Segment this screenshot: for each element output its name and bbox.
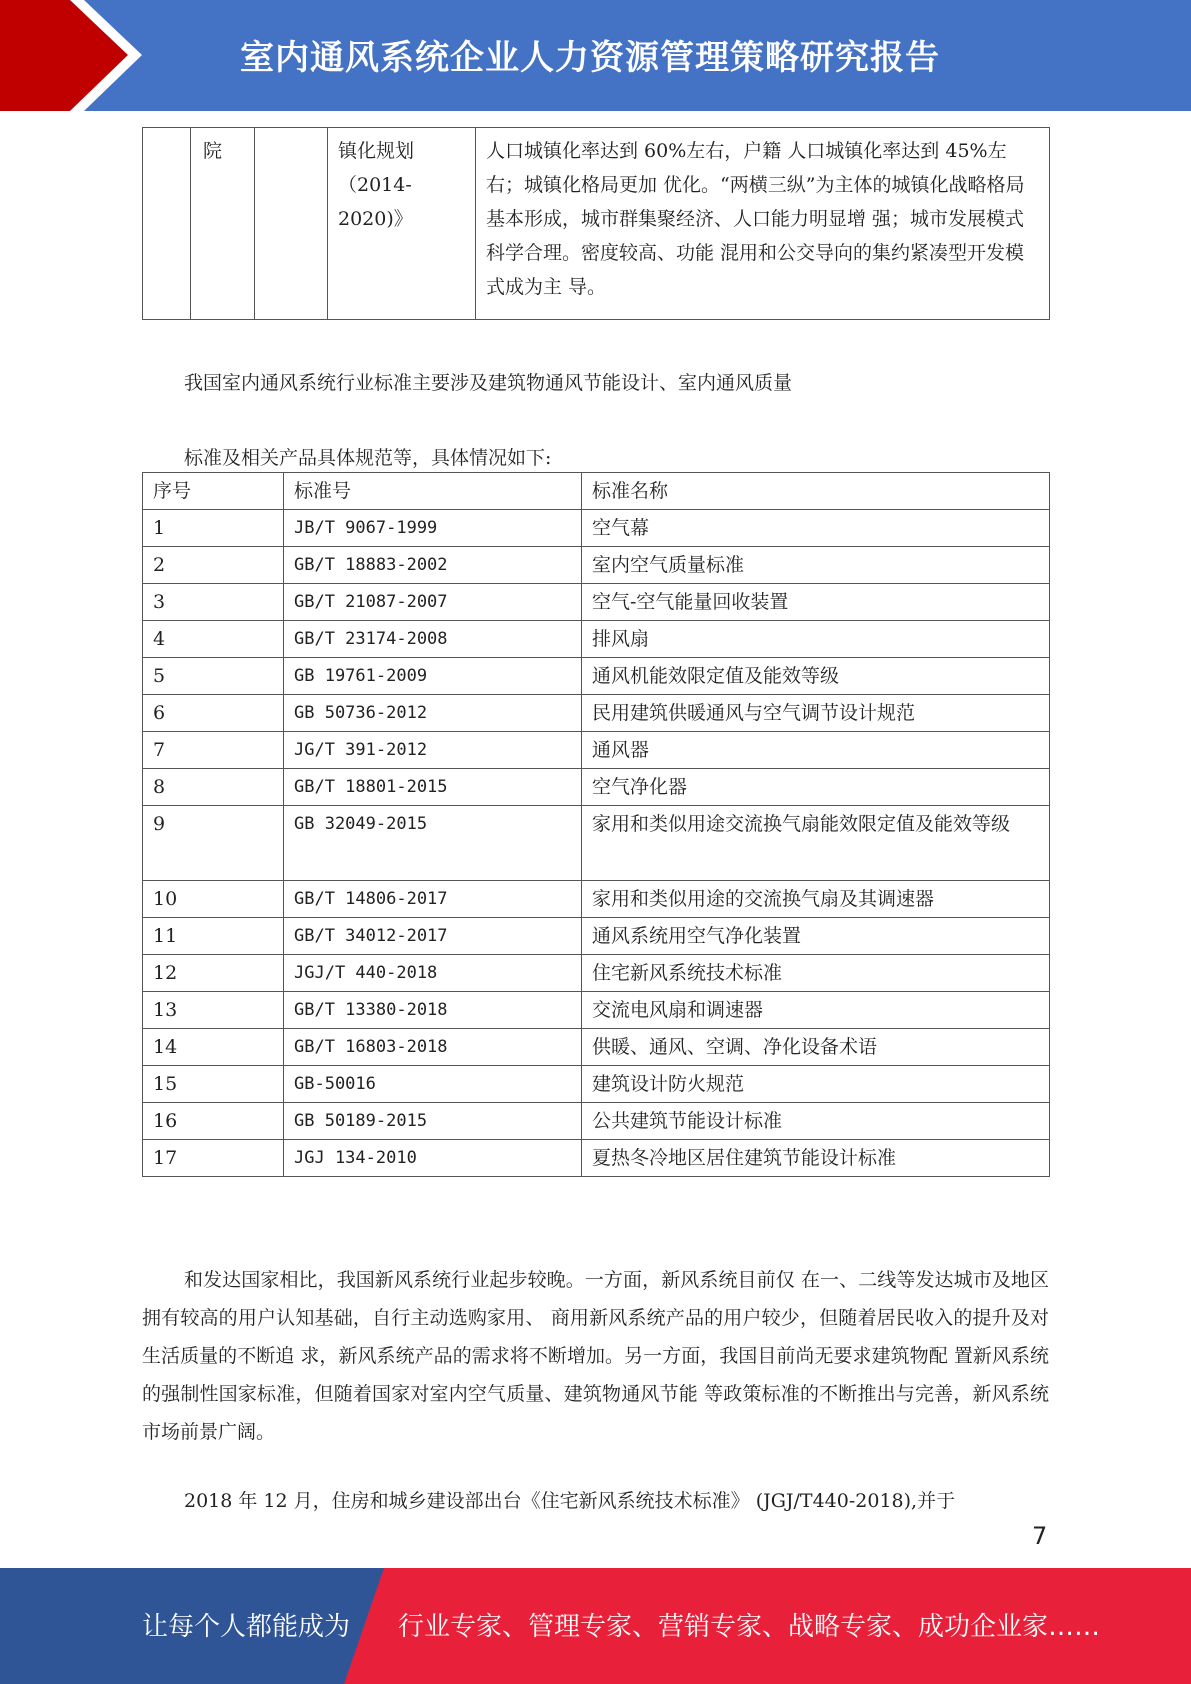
standard-code: GB/T 18801-2015	[284, 769, 582, 806]
row-index: 16	[143, 1103, 284, 1140]
table-row	[143, 1066, 1050, 1103]
row-index: 15	[143, 1066, 284, 1103]
page-number: 7	[1032, 1522, 1048, 1550]
intro-paragraph: 我国室内通风系统行业标准主要涉及建筑物通风节能设计、室内通风质量	[184, 372, 793, 394]
row-index: 9	[143, 806, 284, 881]
policy-cell-issuer: 院	[191, 128, 255, 320]
policy-cell-content: 人口城镇化率达到 60%左右，户籍 人口城镇化率达到 45%左右；城镇化格局更加 优化。“两横三纵”为主体的城镇化战略格局 基本形成，城市群集聚经济、人口能力明显增 强；城市发展模式科学合理。密度较高、功能 混用和公交导向的集约紧凑型开发模式成为主 导。	[476, 128, 1050, 320]
table-row	[143, 658, 1050, 695]
standard-name: 空气净化器	[582, 769, 1050, 806]
standard-code: GB 32049-2015	[284, 806, 582, 881]
header-arrow-graphic	[0, 0, 160, 111]
policy-cell-date	[255, 128, 328, 320]
standard-name: 通风机能效限定值及能效等级	[582, 658, 1050, 695]
row-index: 10	[143, 881, 284, 918]
standard-code: GB/T 18883-2002	[284, 547, 582, 584]
row-index: 17	[143, 1140, 284, 1177]
standard-name: 空气幕	[582, 510, 1050, 547]
standard-name: 空气-空气能量回收装置	[582, 584, 1050, 621]
table-row	[143, 1103, 1050, 1140]
standard-code: GB-50016	[284, 1066, 582, 1103]
standard-code: GB 50736-2012	[284, 695, 582, 732]
footer-slogan-right: 行业专家、管理专家、营销专家、战略专家、成功企业家……	[398, 1612, 1101, 1642]
row-index: 8	[143, 769, 284, 806]
table-row	[143, 510, 1050, 547]
table-row	[143, 955, 1050, 992]
standard-name: 建筑设计防火规范	[582, 1066, 1050, 1103]
table-row	[143, 806, 1050, 881]
table-row	[143, 547, 1050, 584]
policy-table-continuation	[142, 127, 1050, 320]
standard-name: 供暖、通风、空调、净化设备术语	[582, 1029, 1050, 1066]
standard-name: 夏热冬冷地区居住建筑节能设计标准	[582, 1140, 1050, 1177]
row-index: 3	[143, 584, 284, 621]
footer-slogan-left: 让每个人都能成为	[142, 1612, 351, 1642]
header-index: 序号	[143, 473, 284, 510]
row-index: 2	[143, 547, 284, 584]
table-row	[143, 1140, 1050, 1177]
table-row	[143, 695, 1050, 732]
standards-table	[142, 472, 1050, 1177]
row-index: 5	[143, 658, 284, 695]
standard-name: 住宅新风系统技术标准	[582, 955, 1050, 992]
standard-name: 民用建筑供暖通风与空气调节设计规范	[582, 695, 1050, 732]
standard-code: GB/T 16803-2018	[284, 1029, 582, 1066]
table-row	[143, 1029, 1050, 1066]
body-paragraph-last: 2018 年 12 月，住房和城乡建设部出台《住宅新风系统技术标准》 (JGJ/T440-2018),并于	[184, 1490, 956, 1512]
standard-name: 公共建筑节能设计标准	[582, 1103, 1050, 1140]
policy-name-line: 镇化规划	[338, 140, 415, 162]
standard-code: GB 19761-2009	[284, 658, 582, 695]
policy-cell-index	[143, 128, 191, 320]
standard-name: 通风器	[582, 732, 1050, 769]
table-row	[143, 769, 1050, 806]
table-row	[143, 918, 1050, 955]
standard-name: 室内空气质量标准	[582, 547, 1050, 584]
body-paragraph: 和发达国家相比，我国新风系统行业起步较晚。一方面，新风系统目前仅 在一、二线等发达城市及地区拥有较高的用户认知基础，自行主动选购家用、 商用新风系统产品的用户较少，但随着居民收入的提升及对生活质量的不断追 求，新风系统产品的需求将不断增加。另一方面，我国目前尚无要求建筑物配 置新风系统的强制性国家标准，但随着国家对室内空气质量、建筑物通风节能 等政策标准的不断推出与完善，新风系统市场前景广阔。	[142, 1269, 1049, 1443]
row-index: 1	[143, 510, 284, 547]
standard-name: 家用和类似用途交流换气扇能效限定值及能效等级	[582, 806, 1050, 881]
policy-cell-name	[328, 128, 476, 320]
standard-code: GB/T 13380-2018	[284, 992, 582, 1029]
table-row	[143, 621, 1050, 658]
standard-code: GB/T 34012-2017	[284, 918, 582, 955]
standard-code: GB 50189-2015	[284, 1103, 582, 1140]
standard-code: JGJ/T 440-2018	[284, 955, 582, 992]
page-title: 室内通风系统企业人力资源管理策略研究报告	[240, 38, 940, 78]
policy-name-line: （2014-	[338, 174, 412, 196]
row-index: 7	[143, 732, 284, 769]
footer-band	[0, 1568, 1191, 1684]
row-index: 11	[143, 918, 284, 955]
table-row	[143, 992, 1050, 1029]
header-code: 标准号	[284, 473, 582, 510]
row-index: 4	[143, 621, 284, 658]
standard-code: GB/T 21087-2007	[284, 584, 582, 621]
table-row	[143, 584, 1050, 621]
standard-code: JG/T 391-2012	[284, 732, 582, 769]
row-index: 12	[143, 955, 284, 992]
standard-name: 排风扇	[582, 621, 1050, 658]
row-index: 13	[143, 992, 284, 1029]
table-header-row	[143, 473, 1050, 510]
standard-code: GB/T 14806-2017	[284, 881, 582, 918]
standard-name: 通风系统用空气净化装置	[582, 918, 1050, 955]
standard-code: JB/T 9067-1999	[284, 510, 582, 547]
row-index: 6	[143, 695, 284, 732]
standard-name: 交流电风扇和调速器	[582, 992, 1050, 1029]
policy-name-line: 2020)》	[338, 208, 413, 230]
table-row	[143, 732, 1050, 769]
table-row	[143, 881, 1050, 918]
standard-name: 家用和类似用途的交流换气扇及其调速器	[582, 881, 1050, 918]
standard-code: GB/T 23174-2008	[284, 621, 582, 658]
row-index: 14	[143, 1029, 284, 1066]
header-band	[0, 0, 1191, 111]
header-name: 标准名称	[582, 473, 1050, 510]
standard-code: JGJ 134-2010	[284, 1140, 582, 1177]
intro-paragraph-continued: 标准及相关产品具体规范等，具体情况如下:	[184, 447, 552, 469]
